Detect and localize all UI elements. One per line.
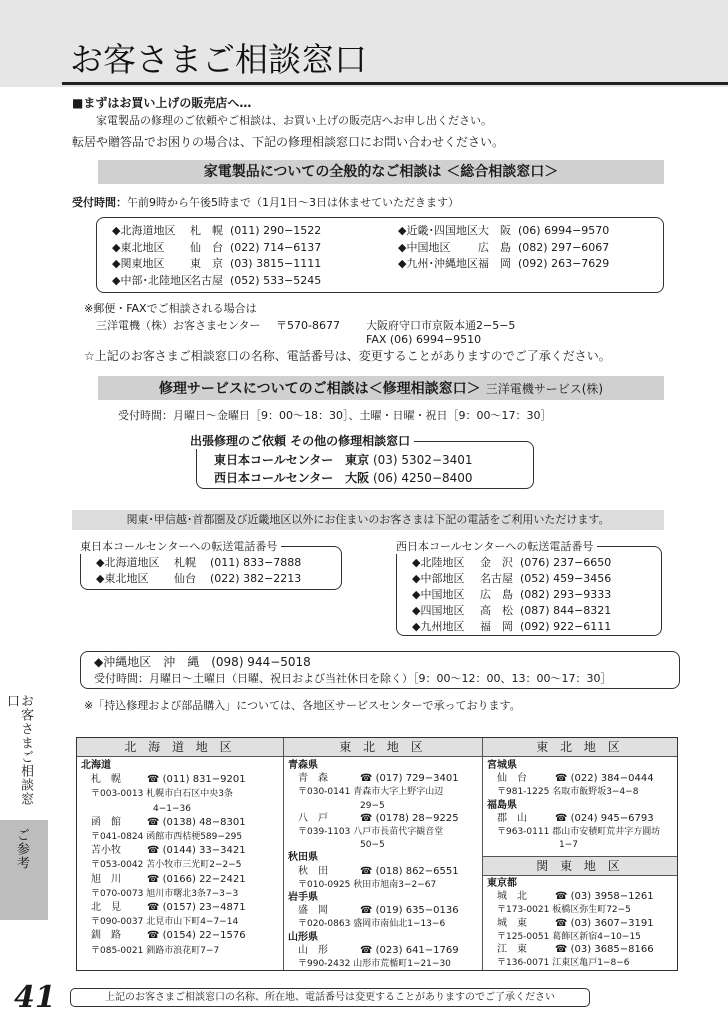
center-name: 城 東 <box>497 917 527 929</box>
center-name: 郡 山 <box>497 812 527 824</box>
prefecture-label: 宮城県 <box>487 760 517 771</box>
center-address: 〒963-0111 郡山市安積町荒井字方圓坊 <box>497 827 661 837</box>
east-transfer-title: 東日本コールセンターへの転送電話番号 <box>80 540 281 554</box>
table-divider-2 <box>482 738 483 970</box>
center-name: 函 館 <box>91 816 121 828</box>
west-center-tel: (06) 4250−8400 <box>372 471 473 485</box>
center-tel: ☎ (017) 729−3401 <box>360 773 459 785</box>
phone-number: (082) 293−9333 <box>520 588 612 601</box>
phone-number: (022) 714−6137 <box>230 240 322 254</box>
center-address: 〒003-0013 札幌市白石区中央3条 <box>91 789 233 800</box>
phone-number: (052) 533−5245 <box>230 273 322 287</box>
phone-number: (076) 237−6650 <box>520 556 612 569</box>
repair-band-main: 修理サービスについてのご相談は＜修理相談窓口＞ <box>158 381 481 397</box>
repair-hours: 受付時間：月曜日〜金曜日［9：00〜18：30］、土曜・日曜・祝日［9：00〜17：30］ <box>118 409 552 422</box>
phone-city: 福 岡 <box>480 620 513 633</box>
center-tel: ☎ (03) 3607−3191 <box>555 917 654 929</box>
footer-note-box <box>70 988 590 1007</box>
phone-number: (03) 3815−1111 <box>230 257 322 270</box>
repair-box-title: 出張修理のご依頼 その他の修理相談窓口 <box>190 434 414 449</box>
center-address: 〒053-0042 苫小牧市三光町2−2−5 <box>91 860 242 871</box>
center-name: 旭 川 <box>91 873 121 885</box>
phone-region: ◆中国地区 <box>412 588 465 601</box>
first-store-line1: 家電製品の修理のご依頼やご相談は、お買い上げの販売店へお申し出ください。 <box>96 114 492 127</box>
center-tel: ☎ (019) 635−0136 <box>360 905 459 917</box>
west-center <box>214 471 473 486</box>
center-tel: ☎ (03) 3958−1261 <box>555 891 654 903</box>
center-address: 〒039-1103 八戸市長苗代字観音堂 <box>298 827 444 837</box>
center-tel: ☎ (0144) 33−3421 <box>147 845 246 857</box>
phone-region: ◆東北地区 <box>96 572 149 585</box>
first-store-line2: 転居や贈答品でお困りの場合は、下記の修理相談窓口にお問い合わせください。 <box>72 135 505 149</box>
col2-head: 東 北 地 区 <box>284 738 482 757</box>
company-name: 三洋電機（株）お客さまセンター <box>96 319 261 332</box>
phone-city: 広 島 <box>480 588 513 601</box>
prefecture-label: 東京都 <box>487 878 517 889</box>
outside-band <box>72 510 664 530</box>
footer-note: 上記のお客さまご相談窓口の名称、所在地、電話番号は変更することがありますのでご了承ください <box>105 992 555 1003</box>
phone-city: 広 島 <box>478 240 511 254</box>
okinawa-hours: 受付時間：月曜日〜土曜日（日曜、祝日および当社休日を除く）［9：00〜12：00、13：00〜17：30］ <box>94 672 612 685</box>
general-hours-label: 受付時間： <box>72 196 127 209</box>
center-name: 青 森 <box>298 773 328 785</box>
prefecture-label: 秋田県 <box>288 852 318 864</box>
side-tab-upper-text: お客さまご相談窓口 <box>4 694 33 806</box>
center-tel: ☎ (023) 641−1769 <box>360 944 459 956</box>
general-band-text: 家電製品についての全般的なご相談は ＜総合相談窓口＞ <box>203 164 559 180</box>
prefecture-label: 岩手県 <box>288 892 318 903</box>
prefecture-label: 山形県 <box>288 931 318 943</box>
phone-number: (06) 6994−9570 <box>518 224 610 237</box>
company-address: 大阪府守口市京阪本通2−5−5 <box>366 319 516 332</box>
phone-city: 名古屋 <box>480 572 513 585</box>
phone-region: ◆北海道地区 <box>112 224 176 237</box>
phone-city: 札幌 <box>174 556 196 569</box>
center-address-cont: 29−5 <box>360 800 385 811</box>
center-name: 苫小牧 <box>91 845 121 857</box>
phone-region: ◆東北地区 <box>112 240 165 254</box>
phone-city: 福 岡 <box>478 257 511 270</box>
center-address: 〒041-0824 函館市西桔梗589−295 <box>91 832 243 842</box>
phone-region: ◆北陸地区 <box>412 556 465 569</box>
center-tel: ☎ (0154) 22−1576 <box>147 930 246 942</box>
center-address-cont: 4−1−36 <box>153 803 191 814</box>
west-center-city: 大阪 <box>345 471 370 485</box>
page-title: お客さまご相談窓口 <box>70 40 367 79</box>
center-address: 〒125-0051 葛飾区新宿4−10−15 <box>497 931 641 942</box>
title-underline <box>62 82 728 85</box>
center-address-cont: 1−7 <box>559 840 578 851</box>
phone-region: ◆九州地区 <box>412 620 465 633</box>
phone-number: (092) 263−7629 <box>518 257 610 270</box>
west-transfer-title: 西日本コールセンターへの転送電話番号 <box>396 540 597 554</box>
center-tel: ☎ (0166) 22−2421 <box>147 873 246 885</box>
phone-number: (082) 297−6067 <box>518 240 610 254</box>
phone-city: 金 沢 <box>480 556 513 569</box>
col1-head: 北 海 道 地 区 <box>77 738 283 757</box>
col3b-head: 関 東 地 区 <box>483 856 677 876</box>
company-fax: FAX (06) 6994−9510 <box>366 333 482 346</box>
center-name: 北 見 <box>91 902 121 913</box>
phone-region: ◆中部･北陸地区 <box>112 273 192 287</box>
carry-note: ※「持込修理および部品購入」については、各地区サービスセンターで承っております。 <box>84 699 521 712</box>
service-table <box>76 737 678 971</box>
center-name: 仙 台 <box>497 773 527 785</box>
center-name: 札 幌 <box>91 774 121 786</box>
prefecture-label: 青森県 <box>288 760 318 771</box>
center-name: 城 北 <box>497 891 527 903</box>
center-address: 〒070-0073 旭川市曙北3条7−3−3 <box>91 888 239 899</box>
prefecture-label: 福島県 <box>487 799 517 811</box>
general-band <box>98 160 664 184</box>
table-divider-1 <box>283 738 284 970</box>
prefecture-label: 北海道 <box>81 760 111 771</box>
center-tel: ☎ (0178) 28−9225 <box>360 812 459 824</box>
mail-note: ※郵便・FAXでご相談される場合は <box>84 302 257 315</box>
phone-number: (022) 382−2213 <box>210 572 302 585</box>
center-address: 〒981-1225 名取市飯野坂3−4−8 <box>497 787 639 798</box>
center-tel: ☎ (024) 945−6793 <box>555 812 654 824</box>
center-tel: ☎ (0138) 48−8301 <box>147 816 246 828</box>
change-note: ☆上記のお客さまご相談窓口の名称、電話番号は、変更することがありますのでご了承ください。 <box>84 349 611 363</box>
phone-region: ◆中部地区 <box>412 572 465 585</box>
phone-region: ◆北海道地区 <box>96 556 160 569</box>
general-hours-text: 午前9時から午後5時まで（1月1日〜3日は休ませていただきます） <box>127 196 459 209</box>
okinawa-line: ◆沖縄地区 沖 縄 (098) 944−5018 <box>94 655 311 669</box>
west-center-name: 西日本コールセンター <box>214 471 334 485</box>
east-center <box>214 453 473 468</box>
center-name: 八 戸 <box>298 812 328 824</box>
phone-region: ◆中国地区 <box>398 240 451 254</box>
phone-region: ◆九州･沖縄地区 <box>398 257 478 270</box>
center-address: 〒020-0863 盛岡市南仙北1−13−6 <box>298 919 446 930</box>
col3-head: 東 北 地 区 <box>483 738 677 757</box>
phone-region: ◆関東地区 <box>112 257 165 270</box>
repair-band <box>98 376 664 400</box>
phone-number: (092) 922−6111 <box>520 620 612 633</box>
center-tel: ☎ (022) 384−0444 <box>555 773 654 785</box>
center-tel: ☎ (018) 862−6551 <box>360 865 459 877</box>
center-address: 〒010-0925 秋田市旭南3−2−67 <box>298 879 437 890</box>
center-address: 〒030-0141 青森市大字上野字山辺 <box>298 787 444 798</box>
company-postal: 〒570-8677 <box>276 319 340 332</box>
center-tel: ☎ (03) 3685−8166 <box>555 944 654 955</box>
phone-region: ◆近畿･四国地区 <box>398 224 478 237</box>
phone-region: ◆四国地区 <box>412 604 465 617</box>
center-tel: ☎ (0157) 23−4871 <box>147 902 246 913</box>
first-store-heading: ■まずはお買い上げの販売店へ… <box>72 96 252 110</box>
center-name: 釧 路 <box>91 930 121 942</box>
repair-band-sub: 三洋電機サービス(株) <box>485 382 604 396</box>
center-address: 〒085-0021 釧路市浪花町7−7 <box>91 945 220 956</box>
phone-city: 仙 台 <box>190 240 223 254</box>
phone-city: 仙台 <box>174 572 196 585</box>
east-center-name: 東日本コールセンター <box>214 453 334 467</box>
phone-city: 大 阪 <box>478 224 511 237</box>
center-address-cont: 50−5 <box>360 840 385 851</box>
east-center-tel: (03) 5302−3401 <box>372 453 473 467</box>
side-tab-lower-text: ご参考 <box>14 828 29 870</box>
center-tel: ☎ (011) 831−9201 <box>147 774 246 786</box>
center-name: 江 東 <box>497 944 527 955</box>
phone-city: 札 幌 <box>190 224 223 237</box>
page-number: 41 <box>14 980 56 1015</box>
center-name: 山 形 <box>298 944 328 956</box>
center-name: 盛 岡 <box>298 905 328 917</box>
phone-number: (011) 833−7888 <box>210 556 302 569</box>
outside-band-text: 関東･甲信越･首都圏及び近畿地区以外にお住まいのお客さまは下記の電話をご利用いただけます。 <box>126 513 610 526</box>
general-hours <box>72 196 459 210</box>
phone-city: 高 松 <box>480 604 513 617</box>
east-center-city: 東京 <box>345 453 370 467</box>
side-tab-lower <box>0 820 48 920</box>
phone-number: (052) 459−3456 <box>520 572 612 585</box>
phone-city: 東 京 <box>190 257 223 270</box>
center-address: 〒090-0037 北見市山下町4−7−14 <box>91 917 239 928</box>
phone-city: 名古屋 <box>190 273 223 287</box>
center-address: 〒136-0071 江東区亀戸1−8−6 <box>497 958 630 969</box>
phone-number: (011) 290−1522 <box>230 224 322 237</box>
phone-number: (087) 844−8321 <box>520 604 612 617</box>
side-tab-upper <box>0 690 33 810</box>
center-name: 秋 田 <box>298 865 328 877</box>
center-address: 〒173-0021 板橋区弥生町72−5 <box>497 905 631 916</box>
center-address: 〒990-2432 山形市荒楯町1−21−30 <box>298 959 451 969</box>
